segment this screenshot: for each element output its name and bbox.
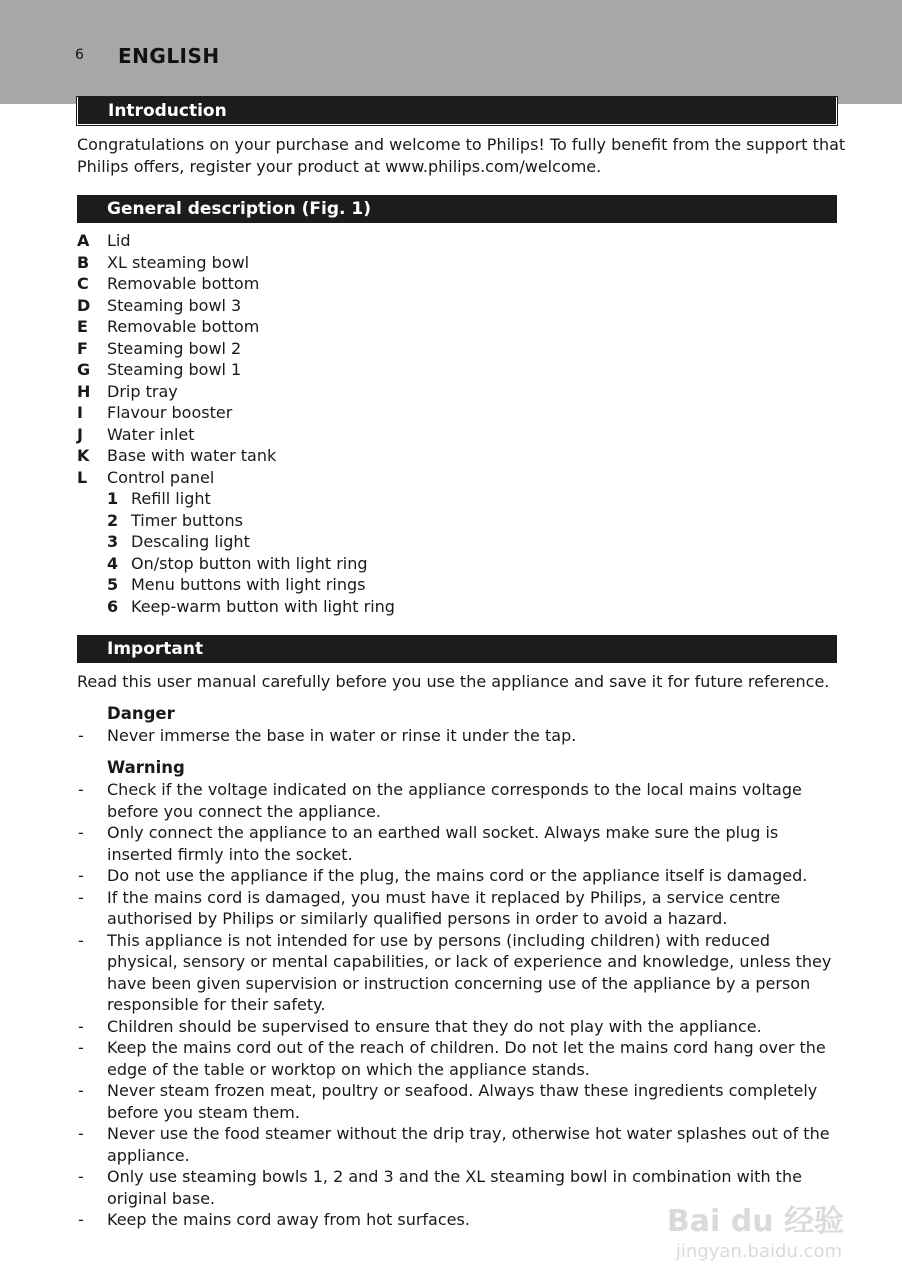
part-label: Steaming bowl 2 [107,338,242,358]
intro-text: Congratulations on your purchase and welcome to Philips! To fully benefit from the support that Philips offers, register your product at www.philips.com/welcome. [77,135,846,176]
control-number: 1 [107,489,119,508]
warning-item: Keep the mains cord out of the reach of children. Do not let the mains cord hang over the edge of the table or worktop on which the appliance stands. [107,1038,826,1079]
bullet-dash: - [78,1081,84,1100]
bullet-dash: - [78,1124,84,1143]
control-label: Menu buttons with light rings [131,575,366,594]
part-label: Steaming bowl 1 [107,360,242,379]
control-label: Descaling light [131,532,250,551]
part-label: Flavour booster [107,403,233,422]
control-number: 6 [107,596,119,616]
bullet-dash: - [78,930,84,950]
warning-item: Keep the mains cord away from hot surfaces. [107,1210,470,1229]
control-label: Keep-warm button with light ring [131,596,395,616]
part-letter: H [77,381,91,401]
warning-item: Only use steaming bowls 1, 2 and 3 and the XL steaming bowl in combination with the original base. [107,1167,802,1208]
bullet-dash: - [78,823,84,842]
important-heading: Important [77,635,837,663]
part-letter: K [77,446,90,465]
part-label: XL steaming bowl [107,252,250,272]
warning-item: Never steam frozen meat, poultry or seafood. Always thaw these ingredients completely before you steam them. [107,1081,818,1122]
part-label: Steaming bowl 3 [107,295,242,315]
control-number: 3 [107,532,119,551]
part-letter: C [77,274,89,293]
part-letter: A [77,231,90,250]
bullet-dash: - [78,780,84,799]
control-label: On/stop button with light ring [131,553,368,573]
part-label: Base with water tank [107,446,277,465]
control-number: 5 [107,575,119,594]
control-number: 4 [107,553,119,573]
part-label: Lid [107,231,131,250]
warning-item: Do not use the appliance if the plug, the mains cord or the appliance itself is damaged. [107,866,808,885]
part-letter: E [77,317,88,336]
control-label: Timer buttons [131,510,243,530]
warning-item: This appliance is not intended for use by persons (including children) with reduced physical, sensory or mental capabilities, or lack of experience and knowledge, unless they have been given supervision or instruction concerning use of the appliance by a person responsible for their safety. [107,930,832,1014]
warning-title: Warning [107,758,185,777]
general-heading: General description (Fig. 1) [77,195,837,223]
part-letter: F [77,338,88,358]
bullet-dash: - [78,1167,84,1186]
bullet-dash: - [78,1016,84,1036]
bullet-dash: - [78,1210,84,1229]
watermark-logo: Bai du 经验 [666,1204,844,1239]
part-label: Control panel [107,467,215,487]
part-label: Removable bottom [107,317,260,336]
bullet-dash: - [78,887,84,907]
bullet-dash: - [78,866,84,885]
important-intro: Read this user manual carefully before you use the appliance and save it for future reference. [77,672,830,691]
part-letter: I [77,403,83,422]
intro-heading: Introduction [77,97,837,125]
part-label: Water inlet [107,424,195,444]
page-number: 6 [75,47,84,63]
warning-item: Never use the food steamer without the drip tray, otherwise hot water splashes out of the appliance. [107,1124,830,1165]
control-label: Refill light [131,489,211,508]
watermark-url: jingyan.baidu.com [675,1241,842,1262]
bullet-dash: - [78,726,84,745]
danger-item: Never immerse the base in water or rinse it under the tap. [107,726,577,745]
control-number: 2 [107,510,119,530]
part-letter: G [77,360,91,379]
part-label: Removable bottom [107,274,260,293]
warning-item: Check if the voltage indicated on the appliance corresponds to the local mains voltage before you connect the appliance. [107,780,802,821]
warning-item: Only connect the appliance to an earthed wall socket. Always make sure the plug is inserted firmly into the socket. [107,823,779,864]
part-letter: B [77,252,90,272]
language-title: ENGLISH [118,44,220,68]
bullet-dash: - [78,1038,84,1057]
part-letter: D [77,295,91,315]
part-label: Drip tray [107,381,178,401]
part-letter: J [77,424,83,444]
danger-title: Danger [107,704,175,723]
part-letter: L [77,467,88,487]
warning-item: Children should be supervised to ensure that they do not play with the appliance. [107,1016,762,1036]
warning-item: If the mains cord is damaged, you must have it replaced by Philips, a service centre authorised by Philips or similarly qualified persons in order to avoid a hazard. [107,887,781,928]
